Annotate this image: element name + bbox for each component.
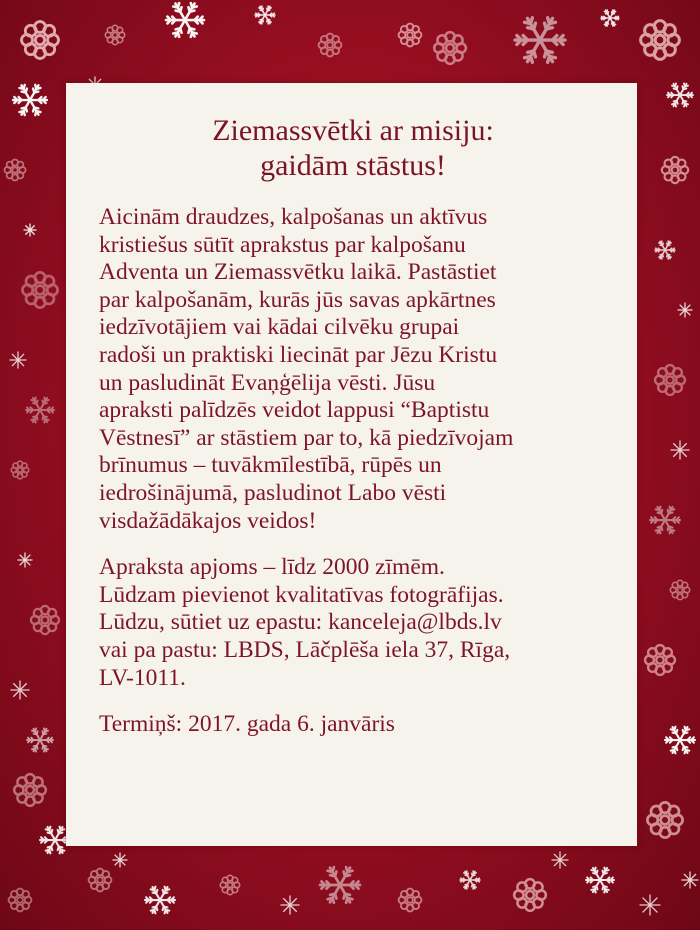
snowflake-icon: [17, 17, 63, 63]
snowflake-icon: [102, 22, 128, 48]
snowflake-icon: [10, 770, 50, 810]
intro-paragraph: [99, 204, 607, 535]
snowflake-icon: [643, 798, 687, 842]
text-card: [66, 83, 637, 846]
sparkle-icon: [669, 439, 691, 461]
intro-line: iedzīvotājiem vai kādai cilvēku grupai: [99, 314, 460, 341]
postal-address-line: vai pa pastu: LBDS, Lāčplēša iela 37, Rīga,: [99, 636, 511, 663]
intro-line: Adventa un Ziemassvētku laikā. Pastāstiet: [99, 259, 497, 286]
snowflake-icon: [651, 361, 689, 399]
intro-line: visdažādākajos veidos!: [99, 507, 317, 534]
snowflake-icon: [318, 863, 362, 907]
intro-line: radoši un praktiski liecināt par Jēzu Kristu: [99, 341, 498, 368]
snowflake-icon: [458, 868, 482, 892]
title-line-1: Ziemassvētki ar misiju:: [212, 114, 494, 147]
snowflake-icon: [253, 3, 277, 27]
snowflake-icon: [217, 872, 243, 898]
snowflake-icon: [5, 885, 35, 915]
snowflake-icon: [641, 641, 679, 679]
snowflake-icon: [665, 80, 695, 110]
postal-code-line: LV-1011.: [99, 664, 186, 691]
details-line: Lūdzam pievienot kvalitatīvas fotogrāfijas.: [99, 581, 504, 608]
sparkle-icon: [16, 551, 34, 569]
sparkle-icon: [638, 893, 662, 917]
sparkle-icon: [680, 870, 700, 890]
intro-line: par kalpošanām, kurās jūs savas apkārtnes: [99, 286, 496, 313]
snowflake-icon: [599, 7, 621, 29]
snowflake-icon: [8, 458, 32, 482]
sparkle-icon: [676, 301, 694, 319]
snowflake-icon: [636, 16, 684, 64]
snowflake-icon: [663, 723, 697, 757]
poster-title: [99, 113, 607, 183]
snowflake-icon: [648, 503, 682, 537]
intro-line: kristiešus sūtīt aprakstus par kalpošanu: [99, 231, 466, 258]
details-paragraph: [99, 554, 607, 692]
intro-line: Aicinām draudzes, kalpošanas un aktīvus: [99, 204, 488, 230]
sparkle-icon: [9, 679, 31, 701]
snowflake-icon: [27, 602, 63, 638]
intro-line: apraksti palīdzēs veidot lappusi “Baptistu: [99, 397, 490, 424]
snowflake-icon: [395, 20, 425, 50]
sparkle-icon: [8, 350, 28, 370]
snowflake-icon: [513, 13, 567, 67]
title-line-2: gaidām stāstus!: [260, 149, 446, 182]
snowflake-icon: [584, 864, 616, 896]
snowflake-icon: [25, 725, 55, 755]
snowflake-icon: [11, 81, 49, 119]
intro-line: iedrošinājumā, pasludinot Labo vēsti: [99, 479, 447, 506]
sparkle-icon: [279, 894, 301, 916]
snowflake-icon: [653, 238, 677, 262]
sparkle-icon: [22, 222, 38, 238]
snowflake-icon: [658, 153, 692, 187]
deadline-text: Termiņš: 2017. gada 6. janvāris: [99, 711, 395, 738]
intro-line: Vēstnesī” ar stāstiem par to, kā piedzīvojam: [99, 424, 514, 451]
snowflake-icon: [430, 28, 470, 68]
snowflake-icon: [85, 865, 115, 895]
sparkle-icon: [111, 851, 129, 869]
snowflake-icon: [143, 883, 177, 917]
snowflake-icon: [24, 394, 56, 426]
snowflake-icon: [395, 885, 425, 915]
snowflake-icon: [315, 30, 345, 60]
snowflake-icon: [18, 268, 62, 312]
intro-line: brīnumus – tuvākmīlestībā, rūpēs un: [99, 452, 442, 479]
snowflake-icon: [510, 875, 550, 915]
details-line: Apraksta apjoms – līdz 2000 zīmēm.: [99, 554, 445, 581]
snowflake-icon: [164, 0, 206, 41]
snowflake-icon: [667, 577, 693, 603]
snowflake-icon: [1, 156, 29, 184]
intro-line: un pasludināt Evaņģēlija vēsti. Jūsu: [99, 369, 436, 396]
contact-email-line: Lūdzu, sūtiet uz epastu: kanceleja@lbds.lv: [99, 609, 502, 636]
sparkle-icon: [550, 850, 570, 870]
